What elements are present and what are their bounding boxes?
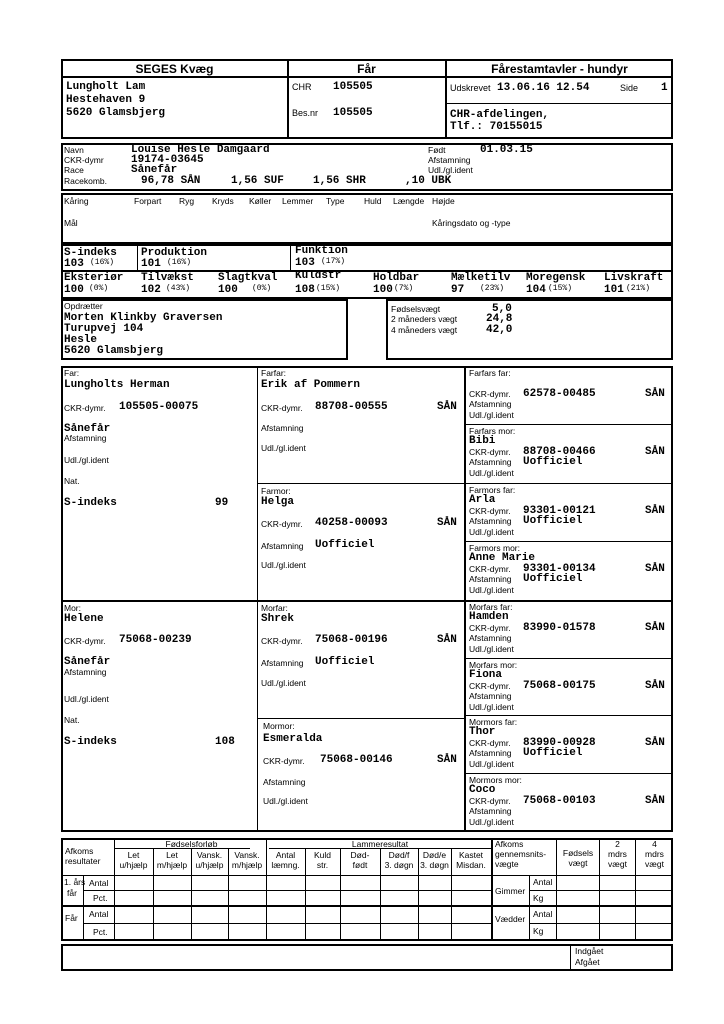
row-1aars-pct: Pct. <box>93 893 108 903</box>
chr-afd-line2: Tlf.: 70155015 <box>450 121 543 133</box>
besnr-value: 105505 <box>333 107 373 119</box>
mormors-far-race: SÅN <box>645 737 665 749</box>
morfar-udl-label: Udl./gl.ident <box>261 678 306 688</box>
animal-udl-label: Udl./gl.ident <box>428 165 473 175</box>
row-1aars-label-2: får <box>67 888 77 898</box>
sindeks-value: 103 <box>64 258 84 270</box>
funktion-pct: (17%) <box>321 257 346 266</box>
row-faar-label: Får <box>65 913 78 923</box>
morfars-far-ckr-label: CKR-dymr. <box>469 623 511 633</box>
farmors-mor-afst: Uofficiel <box>523 573 583 585</box>
farmors-far-ckr-label: CKR-dymr. <box>469 506 511 516</box>
karing-col-type: Type <box>326 196 345 206</box>
breeder-street: Turupvej 104 <box>64 323 144 335</box>
m2-vaegt-1: 2 <box>615 839 620 849</box>
breeder-label: Opdrætter <box>64 301 103 311</box>
karing-col-hoejde: Højde <box>432 196 455 206</box>
race-label: Race <box>64 165 84 175</box>
mor-name: Helene <box>64 613 104 625</box>
farfars-far-ckr-label: CKR-dymr. <box>469 389 511 399</box>
far-udl-label: Udl./gl.ident <box>64 455 109 465</box>
laemmeresultat-label: Lammeresultat <box>351 839 409 849</box>
mor-role: Mor: <box>64 603 81 613</box>
foedsels-vaegt-1: Fødsels <box>562 848 594 858</box>
row-1aars-label-1: 1. års <box>64 877 86 887</box>
mormors-mor-ckr-label: CKR-dymr. <box>469 796 511 806</box>
col-doed-e-3-doegn-2: 3. døgn <box>420 860 449 870</box>
breeder-name: Morten Klinkby Graversen <box>64 312 223 324</box>
gimmer-antal: Antal <box>533 877 553 887</box>
mormor-name: Esmeralda <box>263 733 323 745</box>
col-vansk-u-hjaelp-2: u/hjælp <box>195 860 224 870</box>
produktion-pct: (16%) <box>167 258 192 267</box>
mormors-far-ckr: 83990-00928 <box>523 737 596 749</box>
morfars-far-afst-label: Afstamning <box>469 633 512 643</box>
col-doed-foedt-2: født <box>352 860 368 870</box>
idx-maelketilv-value: 97 <box>451 284 465 296</box>
funktion-value: 103 <box>295 257 315 269</box>
racekomb-label: Racekomb. <box>64 176 107 186</box>
morfar-name: Shrek <box>261 613 295 625</box>
idx-maelketilv-pct: (23%) <box>480 284 505 293</box>
idx-kuldstr-label: Kuldstr <box>295 270 342 282</box>
mormor-role: Mormor: <box>263 721 295 731</box>
mor-race: Sånefår <box>64 656 111 668</box>
far-sindeks-label: S-indeks <box>64 497 117 509</box>
farfars-mor-ckr-label: CKR-dymr. <box>469 447 511 457</box>
row-faar-pct: Pct. <box>93 927 108 937</box>
sindeks-label: S-indeks <box>64 247 117 259</box>
karing-col-laengde: Længde <box>393 196 425 206</box>
vaegt-4m-label: 4 måneders vægt <box>391 325 458 335</box>
col-doed-f-3-doegn-1: Død/f <box>388 850 410 860</box>
farfar-afst-label: Afstamning <box>261 423 304 433</box>
idx-eksterioer-label: Eksteriør <box>64 272 124 284</box>
idx-livskraft-value: 101 <box>604 284 624 296</box>
idx-moregensk-label: Moregensk <box>526 272 586 284</box>
col-vansk-m-hjaelp-1: Vansk. <box>234 850 260 860</box>
afkoms-gns-2: gennemsnits- <box>495 849 547 859</box>
karingsdato-label: Kåringsdato og -type <box>432 218 511 228</box>
morfars-mor-afst-label: Afstamning <box>469 691 512 701</box>
header-species: Får <box>357 62 376 76</box>
col-doed-f-3-doegn-2: 3. døgn <box>384 860 414 870</box>
foedselsvaegt-label: Fødselsvægt <box>391 304 441 314</box>
m4-vaegt-3: vægt <box>645 859 664 869</box>
racekomb-4: ,10 UBK <box>405 175 452 187</box>
m4-vaegt-1: 4 <box>652 839 657 849</box>
mormors-far-udl-label: Udl./gl.ident <box>469 759 514 769</box>
farmor-afst-label: Afstamning <box>261 541 304 551</box>
farfar-name: Erik af Pommern <box>261 379 361 391</box>
idx-holdbar-value: 100 <box>373 284 393 296</box>
farmor-ckr-label: CKR-dymr. <box>261 519 303 529</box>
racekomb-3: 1,56 SHR <box>313 175 366 187</box>
sindeks-pct: (16%) <box>90 258 115 267</box>
foedselsforloeb-label: Fødselsforløb <box>165 839 218 849</box>
farfars-far-race: SÅN <box>645 388 665 400</box>
col-kuld-str-2: str. <box>316 860 329 870</box>
vaegt-4m-value: 42,0 <box>486 324 513 336</box>
row-faar-antal: Antal <box>89 909 109 919</box>
farfars-far-udl-label: Udl./gl.ident <box>469 410 514 420</box>
foedt-value: 01.03.15 <box>480 144 533 156</box>
idx-slagtkval-value: 100 <box>218 284 238 296</box>
idx-holdbar-label: Holdbar <box>373 272 420 284</box>
farmors-mor-role: Farmors mor: <box>469 543 520 553</box>
m4-vaegt-2: mdrs <box>645 849 664 859</box>
foedt-label: Født <box>428 145 446 155</box>
mormors-mor-udl-label: Udl./gl.ident <box>469 817 514 827</box>
farmors-mor-ckr: 93301-00134 <box>523 563 596 575</box>
chr-value: 105505 <box>333 81 373 93</box>
idx-slagtkval-pct: (0%) <box>252 284 272 293</box>
farmors-mor-ckr-label: CKR-dymr. <box>469 564 511 574</box>
col-antal-laemng-1: Antal <box>275 850 296 860</box>
col-vansk-m-hjaelp-2: m/hjælp <box>231 860 263 870</box>
mormors-far-ckr-label: CKR-dymr. <box>469 738 511 748</box>
mormor-ckr: 75068-00146 <box>320 754 393 766</box>
col-kuld-str-1: Kuld <box>313 850 331 860</box>
karing-col-lemmer: Lemmer <box>282 196 314 206</box>
farfars-mor-afst-label: Afstamning <box>469 457 512 467</box>
farmors-far-udl-label: Udl./gl.ident <box>469 527 514 537</box>
idx-livskraft-label: Livskraft <box>604 272 664 284</box>
mormors-mor-ckr: 75068-00103 <box>523 795 596 807</box>
afkoms-label-2: resultater <box>65 856 101 866</box>
idx-tilvaekst-label: Tilvækst <box>141 272 194 284</box>
side-label: Side <box>620 83 639 93</box>
farfars-far-ckr: 62578-00485 <box>523 388 596 400</box>
morfar-ckr: 75068-00196 <box>315 634 388 646</box>
owner-name: Lungholt Lam <box>66 81 146 93</box>
farmors-far-afst-label: Afstamning <box>469 516 512 526</box>
farmors-far-afst: Uofficiel <box>523 515 583 527</box>
mormors-mor-race: SÅN <box>645 795 665 807</box>
morfar-afst-label: Afstamning <box>261 658 304 668</box>
produktion-value: 101 <box>141 258 161 270</box>
farfar-role: Farfar: <box>261 368 287 378</box>
mor-sindeks-label: S-indeks <box>64 736 117 748</box>
m2-vaegt-2: mdrs <box>608 849 627 859</box>
col-let-u-hjaelp-2: u/hjælp <box>119 860 148 870</box>
col-doed-foedt-1: Død- <box>350 850 370 860</box>
gimmer-kg: Kg <box>533 893 544 903</box>
breeder-city: 5620 Glamsbjerg <box>64 345 164 357</box>
col-let-u-hjaelp-1: Let <box>127 850 140 860</box>
idx-slagtkval-label: Slagtkval <box>218 272 278 284</box>
navn-label: Navn <box>64 145 84 155</box>
maal-label: Mål <box>64 218 78 228</box>
farfars-mor-afst: Uofficiel <box>523 456 583 468</box>
animal-afstamning-label: Afstamning <box>428 155 471 165</box>
idx-moregensk-pct: (15%) <box>548 284 573 293</box>
farmors-mor-afst-label: Afstamning <box>469 574 512 584</box>
farmor-name: Helga <box>261 496 295 508</box>
farmors-mor-name: Anne Marie <box>469 552 536 564</box>
udskrevet-value: 13.06.16 12.54 <box>497 82 590 94</box>
mormors-far-name: Thor <box>469 726 496 738</box>
idx-moregensk-value: 104 <box>526 284 546 296</box>
mor-nat-label: Nat. <box>64 715 80 725</box>
gimmer-label: Gimmer <box>495 886 526 896</box>
farfars-mor-name: Bibi <box>469 435 496 447</box>
farmors-mor-udl-label: Udl./gl.ident <box>469 585 514 595</box>
race-value: Sånefår <box>131 164 178 176</box>
morfars-far-ckr: 83990-01578 <box>523 622 596 634</box>
vaedder-antal: Antal <box>533 909 553 919</box>
mormor-race: SÅN <box>437 754 457 766</box>
farfars-far-role: Farfars far: <box>469 368 511 378</box>
produktion-label: Produktion <box>141 247 208 259</box>
owner-city: 5620 Glamsbjerg <box>66 107 166 119</box>
karing-col-kryds: Kryds <box>212 196 234 206</box>
far-race: Sånefår <box>64 423 111 435</box>
karing-label: Kåring <box>64 196 89 206</box>
karing-col-ryg: Ryg <box>179 196 195 206</box>
vaegt-2m-label: 2 måneders vægt <box>391 314 458 324</box>
idx-eksterioer-pct: (0%) <box>89 284 109 293</box>
farfars-mor-role: Farfars mor: <box>469 426 516 436</box>
row-1aars-antal: Antal <box>89 878 109 888</box>
ckr-value: 19174-03645 <box>131 154 204 166</box>
afkoms-gns-1: Afkoms <box>495 839 524 849</box>
karing-col-koeller: Køller <box>249 196 272 206</box>
mor-udl-label: Udl./gl.ident <box>64 694 109 704</box>
farmors-far-ckr: 93301-00121 <box>523 505 596 517</box>
m2-vaegt-3: vægt <box>608 859 627 869</box>
farmors-mor-race: SÅN <box>645 563 665 575</box>
foedsels-vaegt-2: vægt <box>568 858 588 868</box>
morfars-mor-ckr-label: CKR-dymr. <box>469 681 511 691</box>
farfars-mor-udl-label: Udl./gl.ident <box>469 468 514 478</box>
udskrevet-label: Udskrevet <box>450 83 491 93</box>
funktion-label: Funktion <box>295 245 348 257</box>
farfars-mor-ckr: 88708-00466 <box>523 446 596 458</box>
chr-afd-line1: CHR-afdelingen, <box>450 109 550 121</box>
col-kastet-misdan-1: Kastet <box>458 850 484 860</box>
owner-street: Hestehaven 9 <box>66 94 146 106</box>
col-let-m-hjaelp-1: Let <box>166 850 178 860</box>
afgaaet-label: Afgået <box>575 957 600 967</box>
farmor-race: SÅN <box>437 517 457 529</box>
morfars-far-race: SÅN <box>645 622 665 634</box>
navn-value: Louise Hesle Damgaard <box>131 144 270 156</box>
col-antal-laemng-2: læmng. <box>271 860 300 870</box>
morfars-mor-udl-label: Udl./gl.ident <box>469 702 514 712</box>
morfar-role: Morfar: <box>261 603 288 613</box>
idx-tilvaekst-pct: (43%) <box>166 284 191 293</box>
farfars-mor-race: SÅN <box>645 446 665 458</box>
farmors-far-role: Farmors far: <box>469 485 516 495</box>
vaedder-kg: Kg <box>533 926 544 936</box>
col-vansk-u-hjaelp-1: Vansk. <box>196 850 223 860</box>
mormor-udl-label: Udl./gl.ident <box>263 796 308 806</box>
farfars-far-afst-label: Afstamning <box>469 399 512 409</box>
farmors-far-name: Arla <box>469 494 496 506</box>
karing-col-forpart: Forpart <box>134 196 162 206</box>
col-let-m-hjaelp-2: m/hjælp <box>156 860 188 870</box>
farmor-role: Farmor: <box>261 486 291 496</box>
idx-holdbar-pct: (7%) <box>394 284 414 293</box>
idx-maelketilv-label: Mælketilv <box>451 272 511 284</box>
farfar-race: SÅN <box>437 401 457 413</box>
mormors-mor-role: Mormors mor: <box>469 775 522 785</box>
header-org: SEGES Kvæg <box>135 62 214 76</box>
vaedder-label: Vædder <box>495 914 526 924</box>
idx-eksterioer-value: 100 <box>64 284 84 296</box>
morfars-mor-name: Fiona <box>469 669 503 681</box>
morfar-afst-value: Uofficiel <box>315 656 375 668</box>
morfars-far-name: Hamden <box>469 611 509 623</box>
mor-ckr-label: CKR-dymr. <box>64 636 106 646</box>
col-doed-e-3-doegn-1: Død/e <box>422 850 447 860</box>
mormors-far-role: Mormors far: <box>469 717 518 727</box>
mormor-afst-label: Afstamning <box>263 777 306 787</box>
mormors-mor-name: Coco <box>469 784 496 796</box>
far-nat-label: Nat. <box>64 476 80 486</box>
morfars-mor-role: Morfars mor: <box>469 660 518 670</box>
afkoms-label-1: Afkoms <box>65 846 94 856</box>
afkoms-gns-3: vægte <box>495 859 519 869</box>
racekomb-2: 1,56 SUF <box>231 175 284 187</box>
breeder-town: Hesle <box>64 334 98 346</box>
far-afst-label: Afstamning <box>64 433 107 443</box>
farmors-far-race: SÅN <box>645 505 665 517</box>
farfar-ckr-label: CKR-dymr. <box>261 403 303 413</box>
mor-sindeks-value: 108 <box>215 736 235 748</box>
morfars-mor-race: SÅN <box>645 680 665 692</box>
indgaaet-label: Indgået <box>575 946 604 956</box>
far-ckr: 105505-00075 <box>119 401 199 413</box>
vaegt-2m-value: 24,8 <box>486 313 513 325</box>
morfars-far-udl-label: Udl./gl.ident <box>469 644 514 654</box>
far-sindeks-value: 99 <box>215 497 229 509</box>
col-kastet-misdan-2: Misdan. <box>456 860 486 870</box>
far-name: Lungholts Herman <box>64 379 170 391</box>
chr-label: CHR <box>292 82 312 92</box>
foedselsvaegt-value: 5,0 <box>492 303 512 315</box>
farfar-udl-label: Udl./gl.ident <box>261 443 306 453</box>
ckr-label: CKR-dymr <box>64 155 104 165</box>
mormors-far-afst-label: Afstamning <box>469 748 512 758</box>
farmor-afst-value: Uofficiel <box>315 539 375 551</box>
morfars-mor-ckr: 75068-00175 <box>523 680 596 692</box>
header-doc-title: Fårestamtavler - hundyr <box>491 62 628 76</box>
side-value: 1 <box>661 82 668 94</box>
farmor-ckr: 40258-00093 <box>315 517 388 529</box>
far-role: Far: <box>64 368 80 378</box>
idx-kuldstr-pct: (15%) <box>316 284 341 293</box>
morfar-ckr-label: CKR-dymr. <box>261 636 303 646</box>
besnr-label: Bes.nr <box>292 108 319 118</box>
mormors-far-afst: Uofficiel <box>523 747 583 759</box>
morfars-far-role: Morfars far: <box>469 602 513 612</box>
farfar-ckr: 88708-00555 <box>315 401 388 413</box>
mor-ckr: 75068-00239 <box>119 634 192 646</box>
mor-afst-label: Afstamning <box>64 667 107 677</box>
morfar-race: SÅN <box>437 634 457 646</box>
farmor-udl-label: Udl./gl.ident <box>261 560 306 570</box>
idx-tilvaekst-value: 102 <box>141 284 161 296</box>
karing-col-huld: Huld <box>364 196 382 206</box>
idx-kuldstr-value: 108 <box>295 284 315 296</box>
idx-livskraft-pct: (21%) <box>626 284 651 293</box>
racekomb-1: 96,78 SÅN <box>141 175 201 187</box>
mormor-ckr-label: CKR-dymr. <box>263 756 305 766</box>
mormors-mor-afst-label: Afstamning <box>469 806 512 816</box>
far-ckr-label: CKR-dymr. <box>64 403 106 413</box>
